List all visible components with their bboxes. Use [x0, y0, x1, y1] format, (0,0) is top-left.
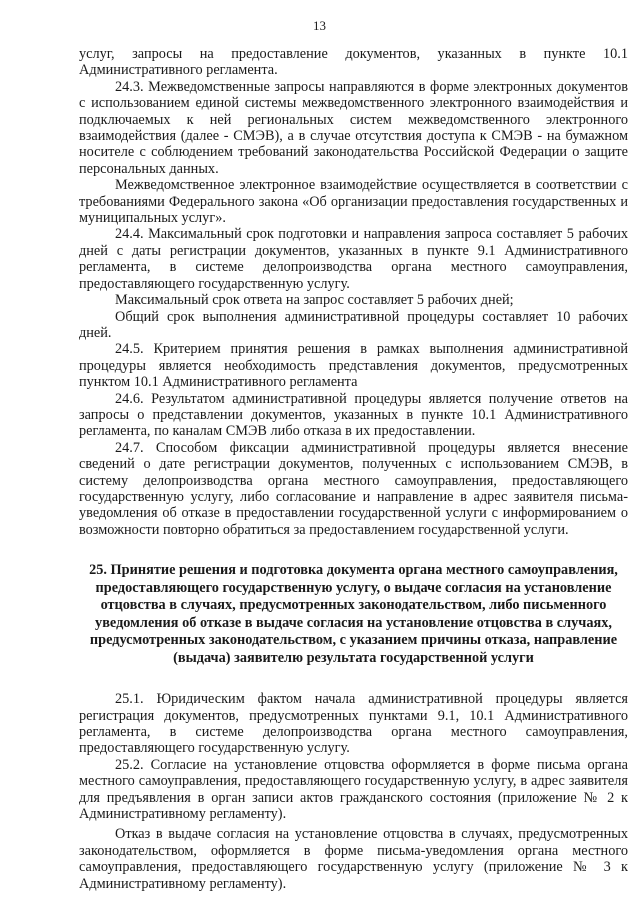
paragraph: Максимальный срок ответа на запрос составляет 5 рабочих дней; [115, 292, 514, 309]
page-number: 13 [313, 18, 326, 33]
paragraph: Отказ в выдаче согласия на установление отцовства в случаях, предусмотренных законодательством, оформляется в форме письма-уведомления органа местного самоуправления, предоставляющего государственную услугу (приложение № 3 к Административному регламенту). [79, 826, 628, 892]
paragraph: Общий срок выполнения административной процедуры составляет 10 рабочих дней. [79, 308, 628, 341]
document-body [79, 46, 628, 892]
section-heading-25: 25. Принятие решения и подготовка документа органа местного самоуправления, предоставляющего государственную услугу, о выдаче согласия на установление отцовства в случаях, предусмотренных законодательством, либо письменного уведомления об отказе в выдаче согласия на установление отцовства в случаях, предусмотренных законодательством, с указанием причины отказа, направление (выдача) заявителю результата государственной услуги [89, 562, 618, 666]
paragraph-24-7: 24.7. Способом фиксации административной процедуры является внесение сведений о дате регистрации документов, полученных с использованием СМЭВ, в систему делопроизводства органа местного самоуправления, предоставляющего государственную услугу, либо согласование и направление в адрес заявителя письма-уведомления об отказе в предоставлении государственной услуги с информированием о возможности повторно обратиться за предоставлением государственной услуги. [79, 439, 628, 538]
paragraph-24-5: 24.5. Критерием принятия решения в рамках выполнения административной процедуры является необходимость представления документов, предусмотренных пунктом 10.1 Административного регламента [79, 341, 628, 391]
section-24-continuation [79, 46, 628, 538]
paragraph-25-1: 25.1. Юридическим фактом начала административной процедуры является регистрация документов, предусмотренных пунктами 9.1, 10.1 Административного регламента, в системе делопроизводства органа местного самоуправления, предоставляющего государственную услугу. [79, 691, 628, 757]
paragraph-24-6: 24.6. Результатом административной процедуры является получение ответов на запросы о представлении документов, указанных в пункте 10.1 Административного регламента, по каналам СМЭВ либо отказа в их предоставлении. [79, 390, 628, 440]
paragraph-24-4: 24.4. Максимальный срок подготовки и направления запроса составляет 5 рабочих дней с даты регистрации документов, указанных в пункте 9.1 Административного регламента, в системе делопроизводства органа местного самоуправления, предоставляющего государственную услугу. [79, 226, 628, 292]
spacer [79, 538, 628, 562]
paragraph-24-3: 24.3. Межведомственные запросы направляются в форме электронных документов с использованием единой системы межведомственного электронного взаимодействия и подключаемых к ней региональных систем межведомственного электронного взаимодействия (далее - СМЭВ), а в случае отсутствия доступа к СМЭВ - на бумажном носителе с соблюдением требований законодательства Российской Федерации о защите персональных данных. [79, 78, 628, 177]
paragraph-25-2: 25.2. Согласие на установление отцовства оформляется в форме письма органа местного самоуправления, предоставляющего государственную услугу, в адрес заявителя для предъявления в орган записи актов гражданского состояния (приложение № 2 к Административному регламенту). [79, 756, 628, 823]
spacer [79, 667, 628, 691]
paragraph: услуг, запросы на предоставление документов, указанных в пункте 10.1 Административного регламента. [79, 46, 628, 79]
section-25-body [79, 691, 628, 892]
paragraph: Межведомственное электронное взаимодействие осуществляется в соответствии с требованиями Федерального закона «Об организации предоставления государственных и муниципальных услуг». [79, 177, 628, 227]
